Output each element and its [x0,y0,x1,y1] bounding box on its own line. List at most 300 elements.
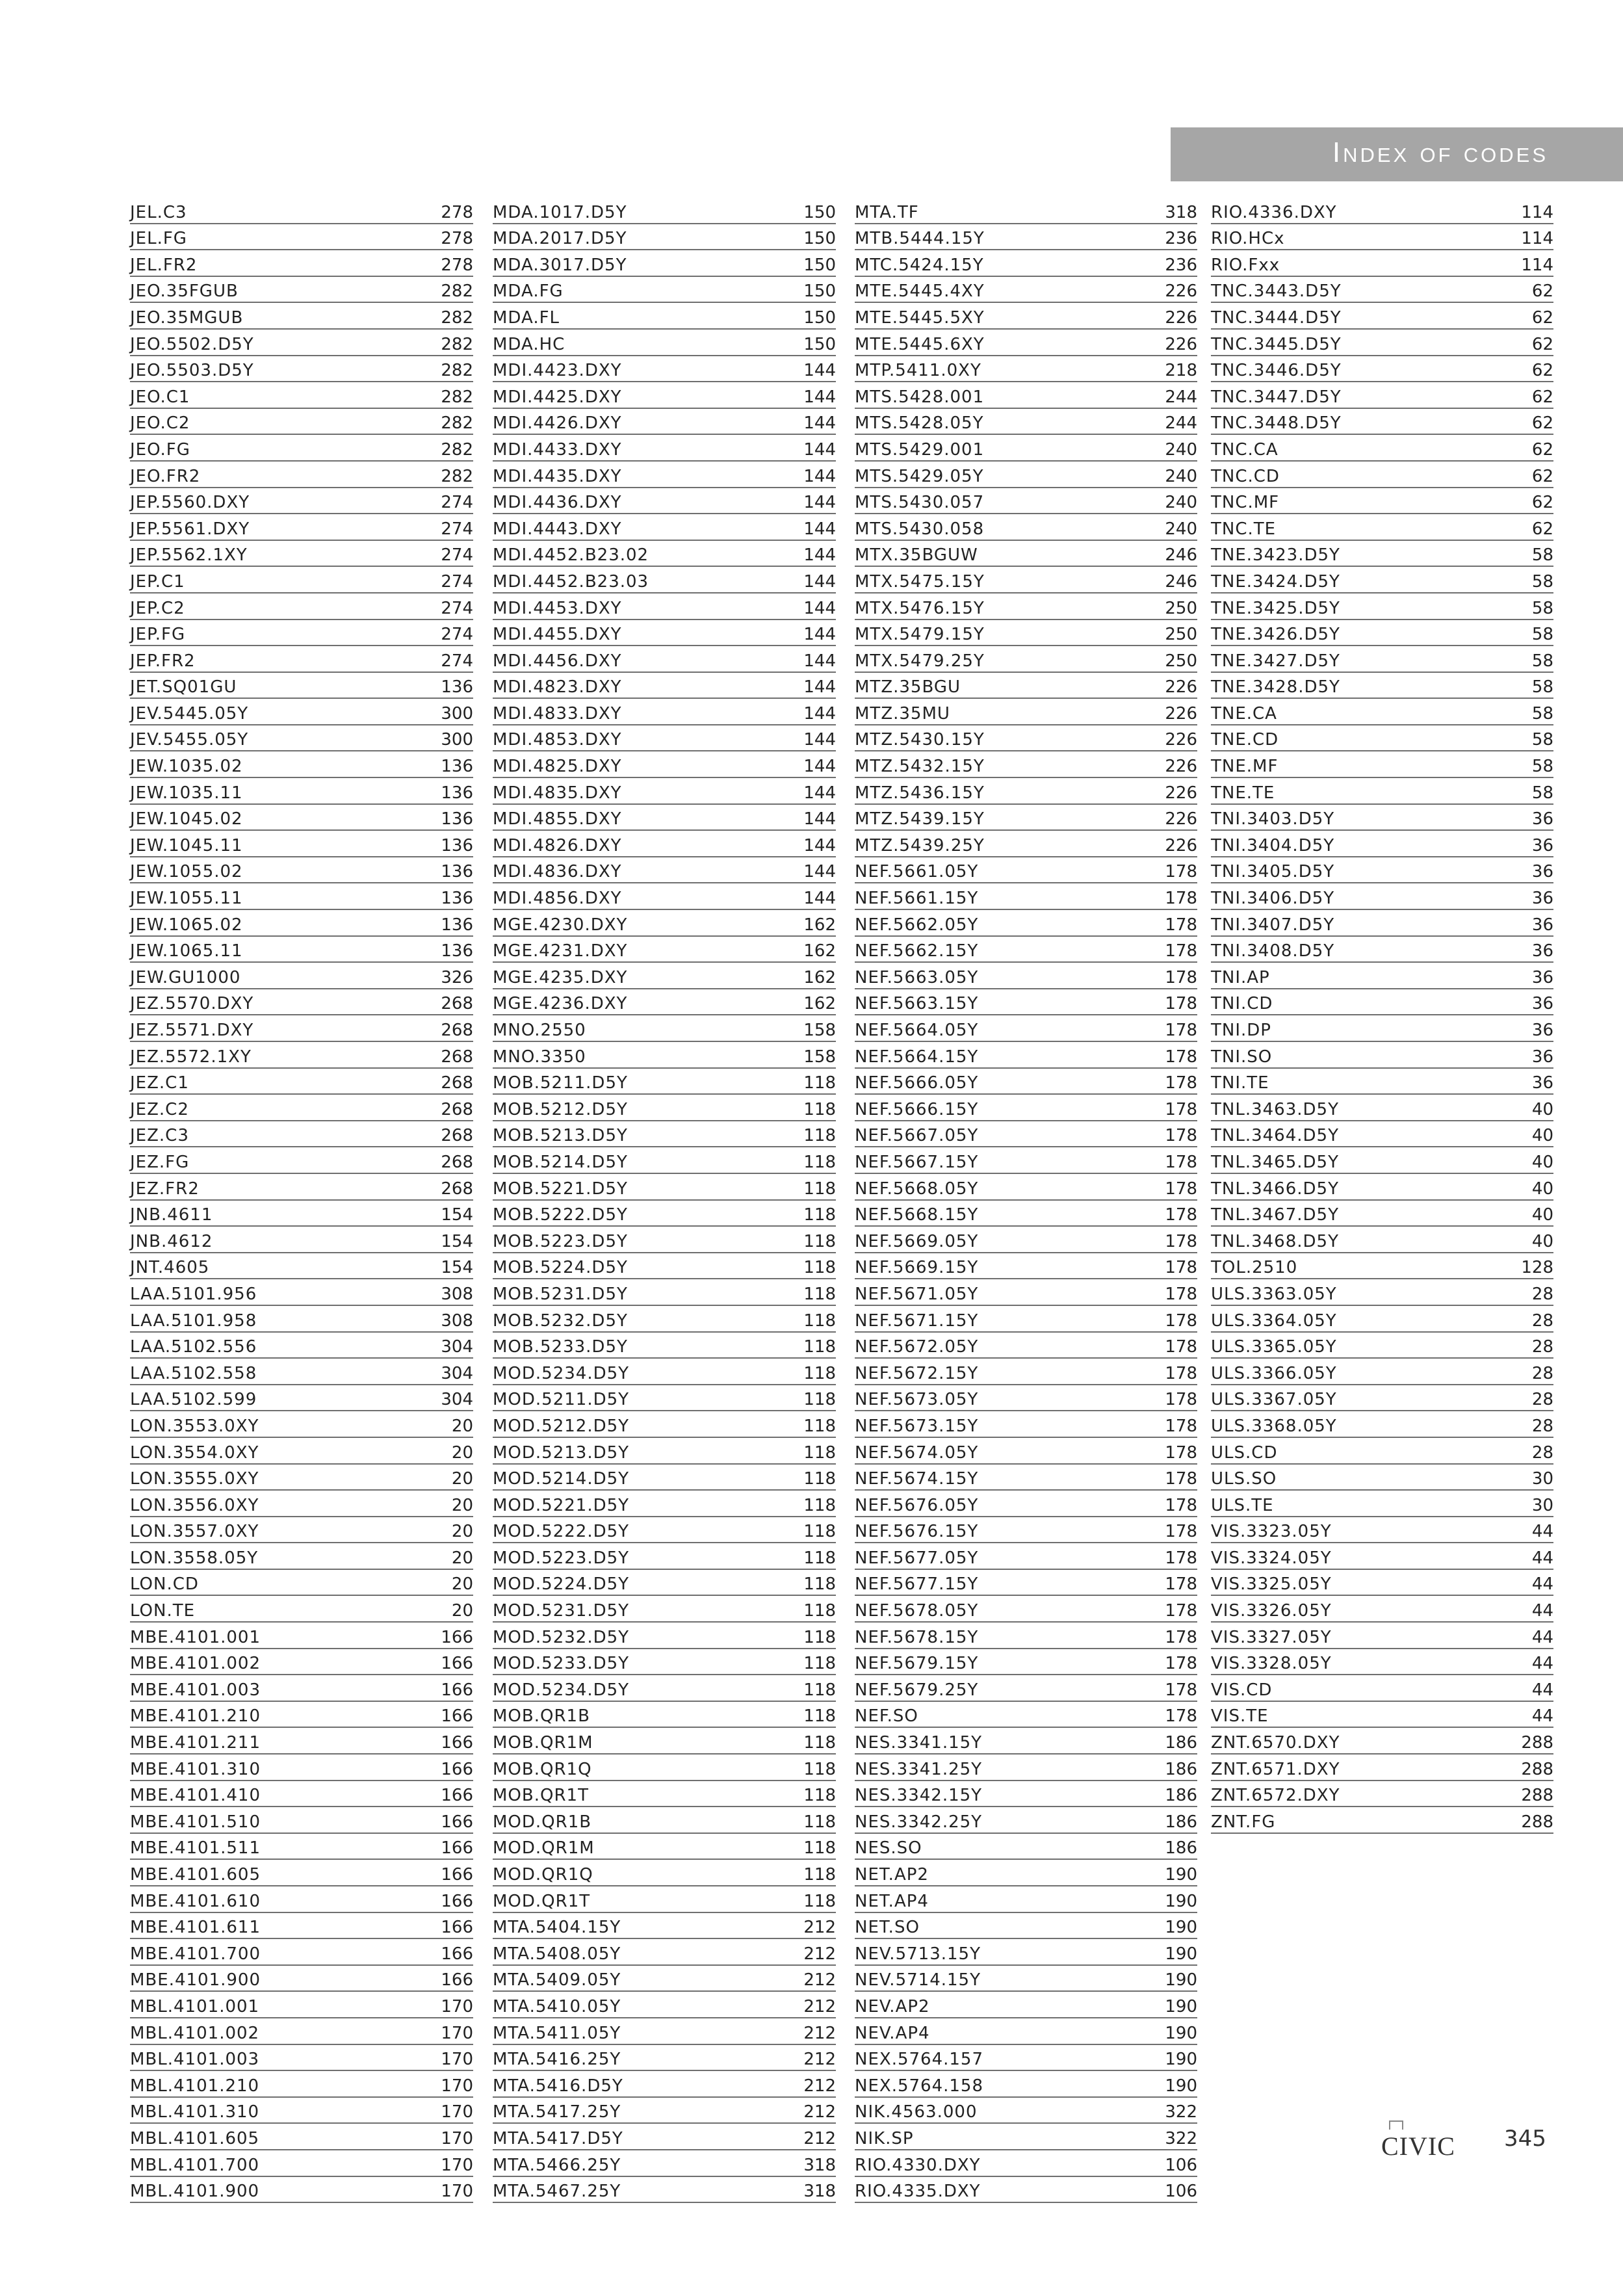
product-code: MTX.5476.15Y [855,598,985,618]
product-code: JEZ.C3 [130,1126,189,1146]
page-ref: 136 [441,809,473,829]
index-row [130,883,473,910]
page-ref: 166 [441,1891,473,1911]
product-code: MDI.4436.DXY [493,493,622,513]
product-code: JEO.5503.D5Y [130,361,254,381]
page-ref: 226 [1165,757,1197,777]
index-row [493,409,836,436]
product-code: MDI.4456.DXY [493,651,622,671]
page-ref: 288 [1521,1812,1553,1832]
product-code: LAA.5102.558 [130,1363,257,1383]
product-code: MTZ.5430.15Y [855,730,985,750]
index-row [1211,1623,1553,1649]
page-ref: 308 [441,1311,473,1331]
product-code: JEV.5445.05Y [130,703,249,724]
page-ref: 166 [441,1786,473,1806]
index-row [130,1992,473,2018]
page-ref: 28 [1531,1416,1553,1436]
page-ref: 178 [1165,1680,1197,1700]
page-ref: 118 [803,1759,836,1779]
page-ref: 268 [441,994,473,1014]
page-ref: 212 [803,2076,836,2096]
page-ref: 58 [1531,703,1553,724]
page-ref: 144 [803,703,836,724]
page-ref: 186 [1165,1812,1197,1832]
index-row [130,1174,473,1201]
page-ref: 144 [803,677,836,698]
page-ref: 36 [1531,1021,1553,1040]
product-code: MOD.5212.D5Y [493,1416,630,1436]
product-code: MTA.5416.D5Y [493,2076,623,2096]
product-code: TNI.3408.D5Y [1211,941,1335,961]
page-ref: 62 [1531,361,1553,381]
index-row [493,2124,836,2150]
page-ref: 282 [441,334,473,354]
page-ref: 268 [441,1073,473,1093]
index-row [1211,1227,1553,1253]
page-ref: 118 [803,1838,836,1859]
index-row [493,462,836,488]
product-code: JET.SQ01GU [130,677,237,698]
index-row [493,1543,836,1570]
product-code: MBL.4101.001 [130,1996,260,2016]
page-ref: 62 [1531,334,1553,354]
page-ref: 178 [1165,1311,1197,1331]
page-ref: 62 [1531,307,1553,328]
index-row [855,1333,1197,1359]
page-ref: 178 [1165,862,1197,882]
page-ref: 268 [441,1021,473,1040]
page-ref: 20 [451,1522,473,1542]
product-code: TNE.3424.D5Y [1211,571,1340,592]
index-row [855,2177,1197,2204]
product-code: NES.3341.25Y [855,1759,983,1779]
page-ref: 212 [803,2050,836,2070]
index-column-1 [130,198,473,2203]
product-code: MOD.5222.D5Y [493,1522,630,1542]
product-code: MOD.QR1M [493,1838,595,1859]
page-ref: 136 [441,941,473,961]
product-code: JNB.4611 [130,1205,213,1225]
index-row [493,937,836,963]
page-ref: 190 [1165,2023,1197,2043]
product-code: TNC.3443.D5Y [1211,281,1342,302]
page-ref: 28 [1531,1337,1553,1357]
index-row [130,1649,473,1676]
page-ref: 28 [1531,1390,1553,1410]
product-code: NES.3342.15Y [855,1786,983,1806]
index-row [130,1279,473,1306]
page-ref: 170 [441,1996,473,2016]
page-ref: 136 [441,757,473,777]
product-code: MOB.QR1B [493,1706,590,1727]
product-code: NEF.5664.05Y [855,1021,979,1040]
index-row [130,1042,473,1069]
page-ref: 178 [1165,1073,1197,1093]
page-ref: 178 [1165,1574,1197,1595]
product-code: ULS.CD [1211,1442,1278,1463]
page-ref: 250 [1165,598,1197,618]
index-row [1211,805,1553,831]
page-ref: 118 [803,1311,836,1331]
civic-logo [1381,2120,1455,2161]
index-row [855,1860,1197,1886]
page-ref: 166 [441,1865,473,1885]
index-row [130,198,473,224]
index-row [130,435,473,462]
page-ref: 40 [1531,1152,1553,1172]
index-row [493,1095,836,1121]
product-code: NEF.5676.15Y [855,1522,979,1542]
index-row [130,1596,473,1623]
index-row [493,514,836,541]
page-ref: 304 [441,1390,473,1410]
index-row [130,1359,473,1385]
index-row [855,937,1197,963]
index-row [1211,198,1553,224]
index-row [493,751,836,778]
page-ref: 118 [803,1258,836,1278]
index-row [493,1385,836,1412]
index-row [855,462,1197,488]
product-code: TNC.3445.D5Y [1211,334,1342,354]
product-code: NET.AP2 [855,1865,929,1885]
index-row [493,1939,836,1966]
index-row [1211,1649,1553,1676]
index-row [493,1015,836,1042]
index-row [130,2098,473,2124]
product-code: JEZ.C1 [130,1073,189,1093]
product-code: MDI.4825.DXY [493,757,622,777]
index-row [855,1939,1197,1966]
page-ref: 268 [441,1099,473,1119]
product-code: MGE.4236.DXY [493,994,628,1014]
product-code: MNO.3350 [493,1047,586,1067]
page-ref: 178 [1165,1021,1197,1040]
index-row [493,857,836,884]
index-row [130,1121,473,1148]
index-row [493,2177,836,2204]
page-ref: 150 [803,334,836,354]
page-ref: 44 [1531,1654,1553,1674]
product-code: JEO.FG [130,439,190,460]
index-row [493,224,836,251]
index-row [130,1570,473,1597]
product-code: ULS.3368.05Y [1211,1416,1337,1436]
product-code: JEO.35FGUB [130,281,239,302]
product-code: NEF.5663.05Y [855,967,979,987]
page-ref: 36 [1531,889,1553,909]
index-row [493,805,836,831]
page-ref: 322 [1165,2102,1197,2122]
product-code: VIS.3325.05Y [1211,1574,1332,1595]
page-ref: 118 [803,1891,836,1911]
page-ref: 136 [441,862,473,882]
index-row [855,1227,1197,1253]
page-ref: 226 [1165,783,1197,803]
page-ref: 40 [1531,1126,1553,1146]
index-row [130,1227,473,1253]
page-ref: 166 [441,1733,473,1753]
index-row [1211,1438,1553,1465]
index-row [493,725,836,752]
product-code: JEZ.5571.DXY [130,1021,254,1040]
product-code: ULS.SO [1211,1469,1277,1489]
index-row [1211,620,1553,647]
index-row [130,963,473,989]
page-ref: 186 [1165,1733,1197,1753]
page-ref: 226 [1165,703,1197,724]
product-code: MDA.1017.D5Y [493,202,627,222]
product-code: TNL.3467.D5Y [1211,1205,1339,1225]
page-ref: 166 [441,1627,473,1647]
product-code: JEW.1055.02 [130,862,243,882]
index-row [1211,1095,1553,1121]
product-code: NIK.SP [855,2128,914,2148]
page-ref: 106 [1165,2155,1197,2175]
index-row [1211,1174,1553,1201]
product-code: MDI.4426.DXY [493,413,622,434]
product-code: ZNT.6571.DXY [1211,1759,1340,1779]
page-ref: 58 [1531,677,1553,698]
page-ref: 36 [1531,967,1553,987]
page-ref: 36 [1531,835,1553,855]
page-ref: 114 [1521,229,1553,249]
page-ref: 118 [803,1706,836,1727]
product-code: JEZ.5572.1XY [130,1047,252,1067]
index-row [855,382,1197,409]
product-code: TNL.3465.D5Y [1211,1152,1339,1172]
product-code: TNL.3468.D5Y [1211,1231,1339,1251]
index-row [1211,1596,1553,1623]
product-code: NEF.5669.05Y [855,1231,979,1251]
page-ref: 178 [1165,1337,1197,1357]
product-code: MBE.4101.211 [130,1733,261,1753]
page-ref: 154 [441,1258,473,1278]
index-row [493,1992,836,2018]
page-ref: 36 [1531,941,1553,961]
product-code: MOB.QR1Q [493,1759,592,1779]
product-code: MBE.4101.310 [130,1759,261,1779]
index-row [855,1834,1197,1860]
product-code: NEV.AP2 [855,1996,930,2016]
page-ref: 118 [803,1469,836,1489]
page-ref: 166 [441,1918,473,1938]
index-row [130,514,473,541]
page-ref: 150 [803,229,836,249]
page-ref: 36 [1531,809,1553,829]
index-row [1211,857,1553,884]
page-ref: 244 [1165,413,1197,434]
product-code: MOD.5224.D5Y [493,1574,630,1595]
page-ref: 170 [441,2128,473,2148]
index-row [855,1781,1197,1808]
page-ref: 118 [803,1231,836,1251]
page-ref: 250 [1165,651,1197,671]
index-row [1211,910,1553,937]
product-code: MOB.QR1T [493,1786,589,1806]
product-code: JNT.4605 [130,1258,210,1278]
index-row [130,857,473,884]
product-code: MOD.QR1Q [493,1865,593,1885]
product-code: JEO.5502.D5Y [130,334,254,354]
index-row [493,2098,836,2124]
index-row [1211,356,1553,383]
page-ref: 144 [803,413,836,434]
page-ref: 118 [803,1601,836,1621]
product-code: TNC.MF [1211,493,1280,513]
page-ref: 150 [803,255,836,275]
page-ref: 190 [1165,1891,1197,1911]
page-ref: 178 [1165,1416,1197,1436]
index-row [855,1517,1197,1544]
page-ref: 178 [1165,1363,1197,1383]
product-code: MBL.4101.310 [130,2102,260,2122]
index-row [130,646,473,673]
product-code: MDI.4455.DXY [493,625,622,645]
index-row [855,989,1197,1016]
index-row [130,1147,473,1174]
index-row [855,1649,1197,1676]
page-ref: 106 [1165,2182,1197,2202]
index-row [493,594,836,620]
index-row [130,805,473,831]
product-code: MBL.4101.605 [130,2128,260,2148]
page-ref: 118 [803,1654,836,1674]
page-ref: 62 [1531,413,1553,434]
index-row [855,2045,1197,2072]
product-code: MGE.4235.DXY [493,967,628,987]
page-ref: 118 [803,1680,836,1700]
index-row [855,1966,1197,1992]
index-row [1211,382,1553,409]
product-code: JEW.1035.02 [130,757,243,777]
product-code: MOD.5213.D5Y [493,1442,630,1463]
product-code: JEZ.5570.DXY [130,994,254,1014]
page-ref: 44 [1531,1548,1553,1568]
index-row [493,2045,836,2072]
page-ref: 30 [1531,1469,1553,1489]
index-row [130,2018,473,2045]
page-ref: 170 [441,2023,473,2043]
product-code: MNO.2550 [493,1021,586,1040]
page-ref: 178 [1165,1126,1197,1146]
index-row [493,1517,836,1544]
product-code: MTZ.35MU [855,703,950,724]
product-code: NEF.5662.05Y [855,915,979,935]
page-ref: 144 [803,757,836,777]
page-ref: 170 [441,2182,473,2202]
page-ref: 190 [1165,1944,1197,1964]
index-row [855,2150,1197,2177]
index-row [855,1279,1197,1306]
product-code: NEF.5674.15Y [855,1469,979,1489]
product-code: LON.CD [130,1574,199,1595]
product-code: MTX.35BGUW [855,545,978,566]
page-ref: 144 [803,889,836,909]
page-ref: 28 [1531,1363,1553,1383]
index-row [855,1491,1197,1517]
page-ref: 212 [803,1996,836,2016]
index-row [493,2150,836,2177]
index-row [130,1860,473,1886]
product-code: JEW.1065.11 [130,941,243,961]
page-ref: 178 [1165,889,1197,909]
index-row [855,2098,1197,2124]
page-ref: 144 [803,571,836,592]
index-row [855,567,1197,594]
product-code: TNI.DP [1211,1021,1271,1040]
page-ref: 36 [1531,994,1553,1014]
index-row [493,1623,836,1649]
product-code: RIO.4330.DXY [855,2155,981,2175]
product-code: TNC.3447.D5Y [1211,387,1342,407]
index-row [855,646,1197,673]
index-row [493,1465,836,1491]
page-ref: 282 [441,361,473,381]
index-row [855,1306,1197,1333]
page-ref: 154 [441,1205,473,1225]
index-row [130,1913,473,1940]
page-ref: 178 [1165,1522,1197,1542]
page-ref: 278 [441,202,473,222]
index-row [130,1411,473,1438]
index-row [493,1174,836,1201]
product-code: RIO.Fxx [1211,255,1280,275]
product-code: NEF.5668.15Y [855,1205,979,1225]
index-row [1211,1147,1553,1174]
index-row [855,1253,1197,1280]
page-ref: 58 [1531,651,1553,671]
page-ref: 178 [1165,1442,1197,1463]
product-code: NET.AP4 [855,1891,929,1911]
index-row [855,2124,1197,2150]
index-row [1211,751,1553,778]
product-code: JEO.C1 [130,387,190,407]
index-row [855,198,1197,224]
page-ref: 114 [1521,255,1553,275]
product-code: MBE.4101.700 [130,1944,261,1964]
product-code: ULS.3364.05Y [1211,1311,1337,1331]
product-code: JEP.C1 [130,571,185,592]
product-code: LON.3556.0XY [130,1495,259,1515]
page-ref: 318 [803,2182,836,2202]
page-ref: 118 [803,1522,836,1542]
page-ref: 178 [1165,1179,1197,1199]
page-ref: 20 [451,1416,473,1436]
index-row [1211,989,1553,1016]
index-row [1211,1253,1553,1280]
product-code: TNE.3426.D5Y [1211,625,1340,645]
page-ref: 118 [803,1152,836,1172]
page-ref: 58 [1531,757,1553,777]
index-row [130,1306,473,1333]
page-ref: 282 [441,413,473,434]
page-ref: 244 [1165,387,1197,407]
product-code: MDI.4833.DXY [493,703,622,724]
index-row [130,1755,473,1781]
index-row [493,1279,836,1306]
product-code: MOD.5211.D5Y [493,1390,630,1410]
page-ref: 118 [803,1627,836,1647]
product-code: MDI.4452.B23.03 [493,571,649,592]
product-code: NEF.5673.15Y [855,1416,979,1436]
page-ref: 308 [441,1284,473,1304]
index-row [130,1069,473,1095]
page-ref: 136 [441,889,473,909]
product-code: NEF.5676.05Y [855,1495,979,1515]
page-ref: 288 [1521,1733,1553,1753]
